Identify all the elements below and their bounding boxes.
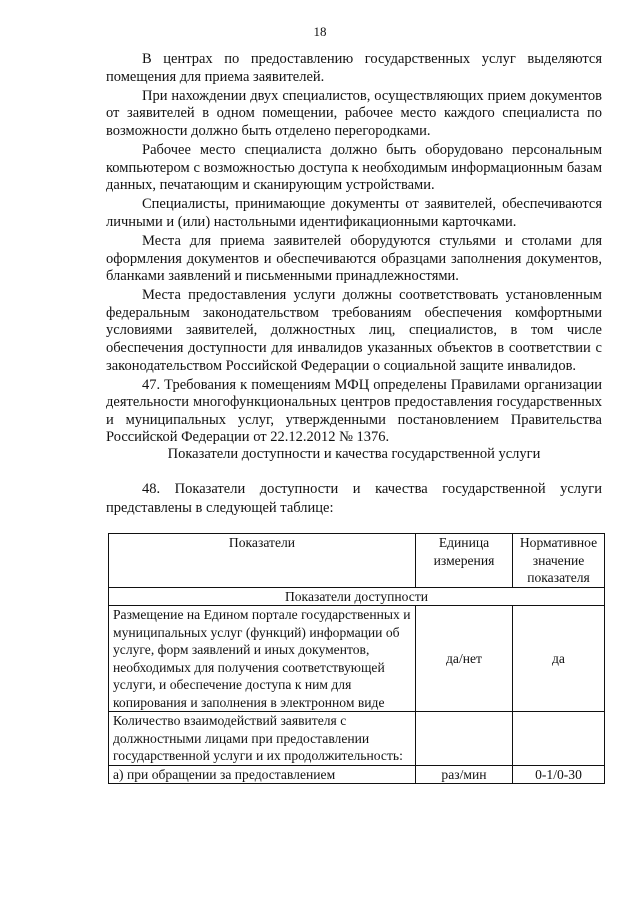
header-unit: Единица измерения [416,534,513,588]
paragraph: Специалисты, принимающие документы от заявителей, обеспечиваются личными и (или) настольными идентификационными карточками. [106,196,602,230]
paragraph: Места предоставления услуги должны соответствовать установленным федеральным законодательством требованиям обеспечения комфортными условиями заявителей, должностных лиц, специалистов, в том числе обеспечения доступности для инвалидов указанных объектов в соответствии с законодательством Российской Федерации о социальной защите инвалидов. [106,287,602,374]
cell-value [513,712,605,766]
section-title: Показатели доступности [109,587,605,606]
cell-unit: да/нет [416,606,513,712]
paragraph: Места для приема заявителей оборудуются стульями и столами для оформления документов и обеспечиваются образцами заполнения документов, бланками заявлений и письменными принадлежностями. [106,232,602,285]
table-row [109,712,605,766]
table-intro: 48. Показатели доступности и качества государственной услуги представлены в следующей таблице: [106,481,602,516]
table-header-row [109,534,605,588]
cell-indicator: а) при обращении за предоставлением [109,765,416,784]
cell-value: да [513,606,605,712]
table-section-row [109,587,605,606]
cell-indicator: Размещение на Едином портале государственных и муниципальных услуг (функций) информации об услуге, форм заявлений и иных документов, необходимых для получения соответствующей услуги, и обеспечение доступа к ним для копирования и заполнения в электронном виде [109,606,416,712]
header-value: Нормативное значение показателя [513,534,605,588]
paragraph: Рабочее место специалиста должно быть оборудовано персональным компьютером с возможностью доступа к необходимым информационным базам данных, печатающим и сканирующим устройствами. [106,141,602,194]
paragraph: В центрах по предоставлению государственных услуг выделяются помещения для приема заявителей. [106,51,602,85]
paragraph: При нахождении двух специалистов, осуществляющих прием документов от заявителей в одном помещении, рабочее место каждого специалиста по возможности должно быть отделено перегородками. [106,87,602,139]
header-indicator: Показатели [109,534,416,588]
cell-unit: раз/мин [416,765,513,784]
body-text [106,51,602,449]
cell-value: 0-1/0-30 [513,765,605,784]
cell-unit [416,712,513,766]
table-row [109,765,605,784]
paragraph: 47. Требования к помещениям МФЦ определены Правилами организации деятельности многофункциональных центров предоставления государственных и муниципальных услуг, утвержденными постановлением Правительства Российской Федерации от 22.12.2012 № 1376. [106,376,602,446]
cell-indicator: Количество взаимодействий заявителя с должностными лицами при предоставлении государственной услуги и их продолжительность: [109,712,416,766]
section-heading: Показатели доступности и качества государственной услуги [167,446,541,462]
indicators-table [108,533,605,784]
page-number: 18 [313,24,327,39]
table-row [109,606,605,712]
